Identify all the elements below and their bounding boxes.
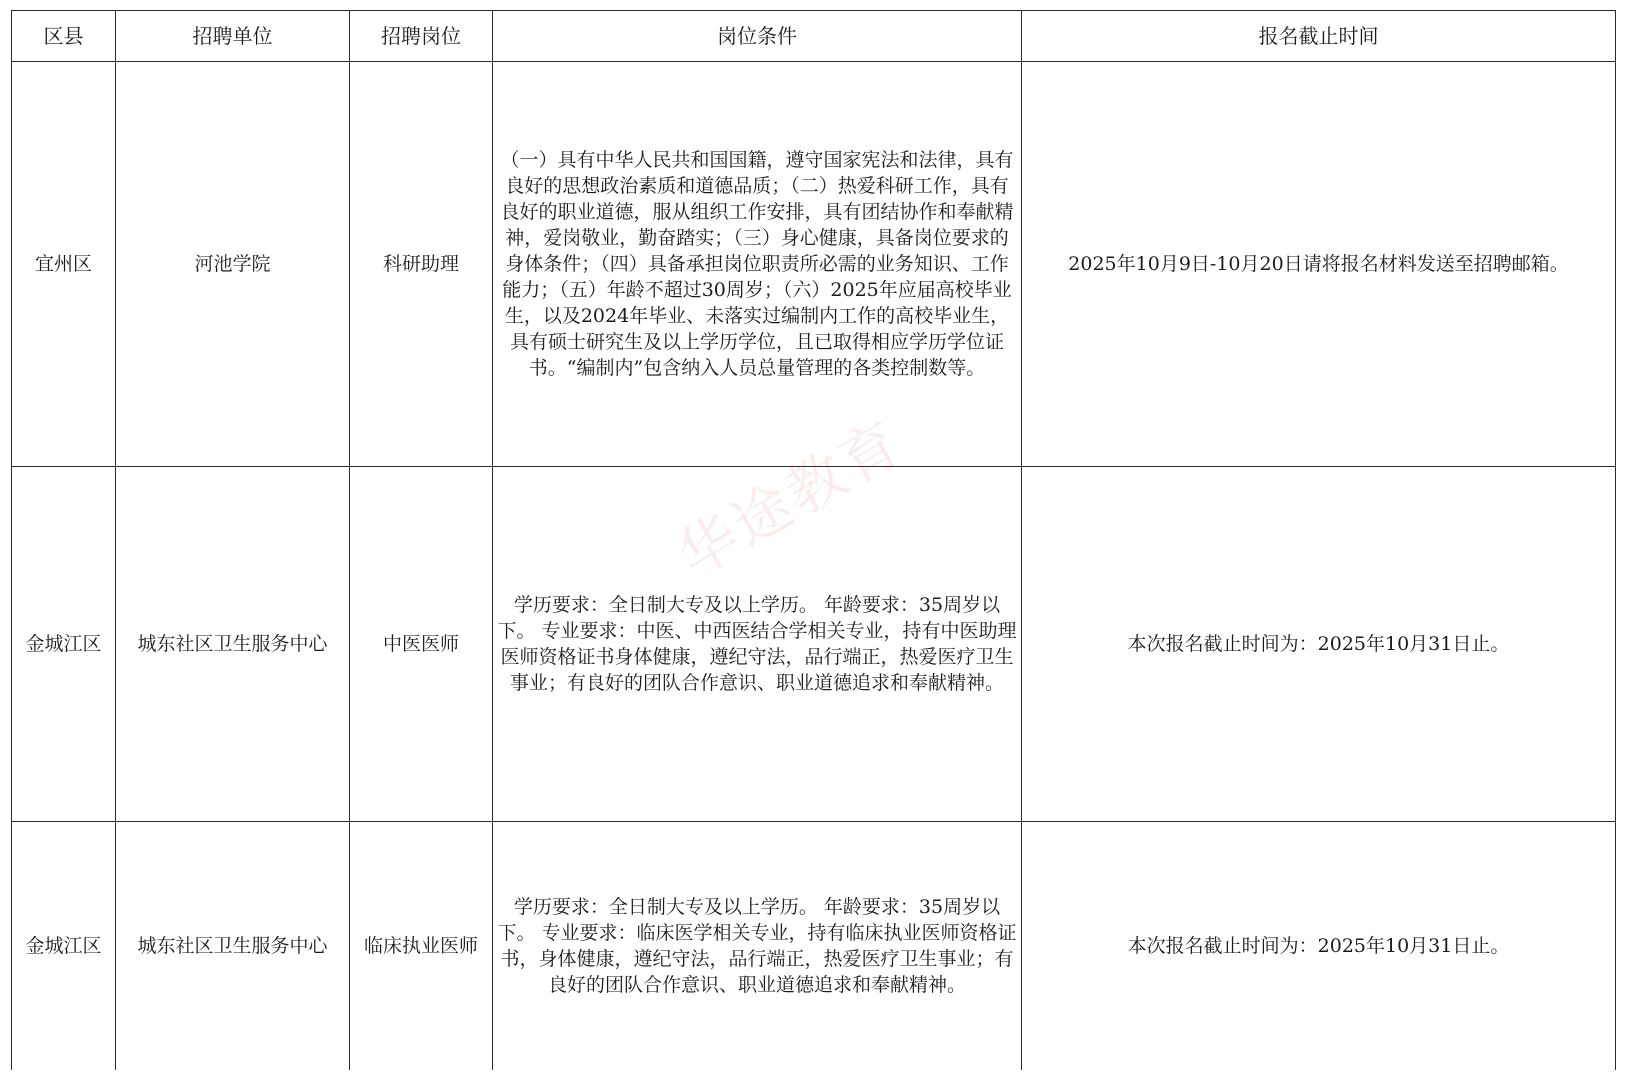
county-cell: 宜州区 (12, 62, 116, 467)
table-row (12, 467, 1616, 822)
county-cell: 金城江区 (12, 467, 116, 822)
position-cell: 科研助理 (350, 62, 493, 467)
table-row (12, 62, 1616, 467)
position-cell: 临床执业医师 (350, 822, 493, 1071)
county-cell: 金城江区 (12, 822, 116, 1071)
recruitment-table (11, 10, 1616, 1070)
deadline-cell: 本次报名截止时间为：2025年10月31日止。 (1022, 467, 1616, 822)
position-cell: 中医医师 (350, 467, 493, 822)
header-unit: 招聘单位 (116, 11, 350, 62)
deadline-cell: 本次报名截止时间为：2025年10月31日止。 (1022, 822, 1616, 1071)
unit-cell: 河池学院 (116, 62, 350, 467)
header-conditions: 岗位条件 (493, 11, 1022, 62)
unit-cell: 城东社区卫生服务中心 (116, 822, 350, 1071)
conditions-cell: （一）具有中华人民共和国国籍，遵守国家宪法和法律，具有良好的思想政治素质和道德品质；（二）热爱科研工作，具有良好的职业道德，服从组织工作安排，具有团结协作和奉献精神，爱岗敬业，勤奋踏实；（三）身心健康，具备岗位要求的身体条件；（四）具备承担岗位职责所必需的业务知识、工作能力；（五）年龄不超过30周岁；（六）2025年应届高校毕业生，以及2024年毕业、未落实过编制内工作的高校毕业生，具有硕士研究生及以上学历学位，且已取得相应学历学位证书。“编制内”包含纳入人员总量管理的各类控制数等。 (493, 62, 1022, 467)
table-row (12, 822, 1616, 1071)
header-county: 区县 (12, 11, 116, 62)
conditions-cell: 学历要求：全日制大专及以上学历。 年龄要求：35周岁以下。 专业要求：临床医学相关专业，持有临床执业医师资格证书，身体健康，遵纪守法，品行端正，热爱医疗卫生事业；有良好的团队合作意识、职业道德追求和奉献精神。 (493, 822, 1022, 1071)
unit-cell: 城东社区卫生服务中心 (116, 467, 350, 822)
deadline-cell: 2025年10月9日-10月20日请将报名材料发送至招聘邮箱。 (1022, 62, 1616, 467)
header-position: 招聘岗位 (350, 11, 493, 62)
header-deadline: 报名截止时间 (1022, 11, 1616, 62)
conditions-cell: 学历要求：全日制大专及以上学历。 年龄要求：35周岁以下。 专业要求：中医、中西医结合学相关专业，持有中医助理医师资格证书身体健康，遵纪守法，品行端正，热爱医疗卫生事业；有良好的团队合作意识、职业道德追求和奉献精神。 (493, 467, 1022, 822)
table-header-row (12, 11, 1616, 62)
watermark: 华途教育 (666, 407, 916, 591)
